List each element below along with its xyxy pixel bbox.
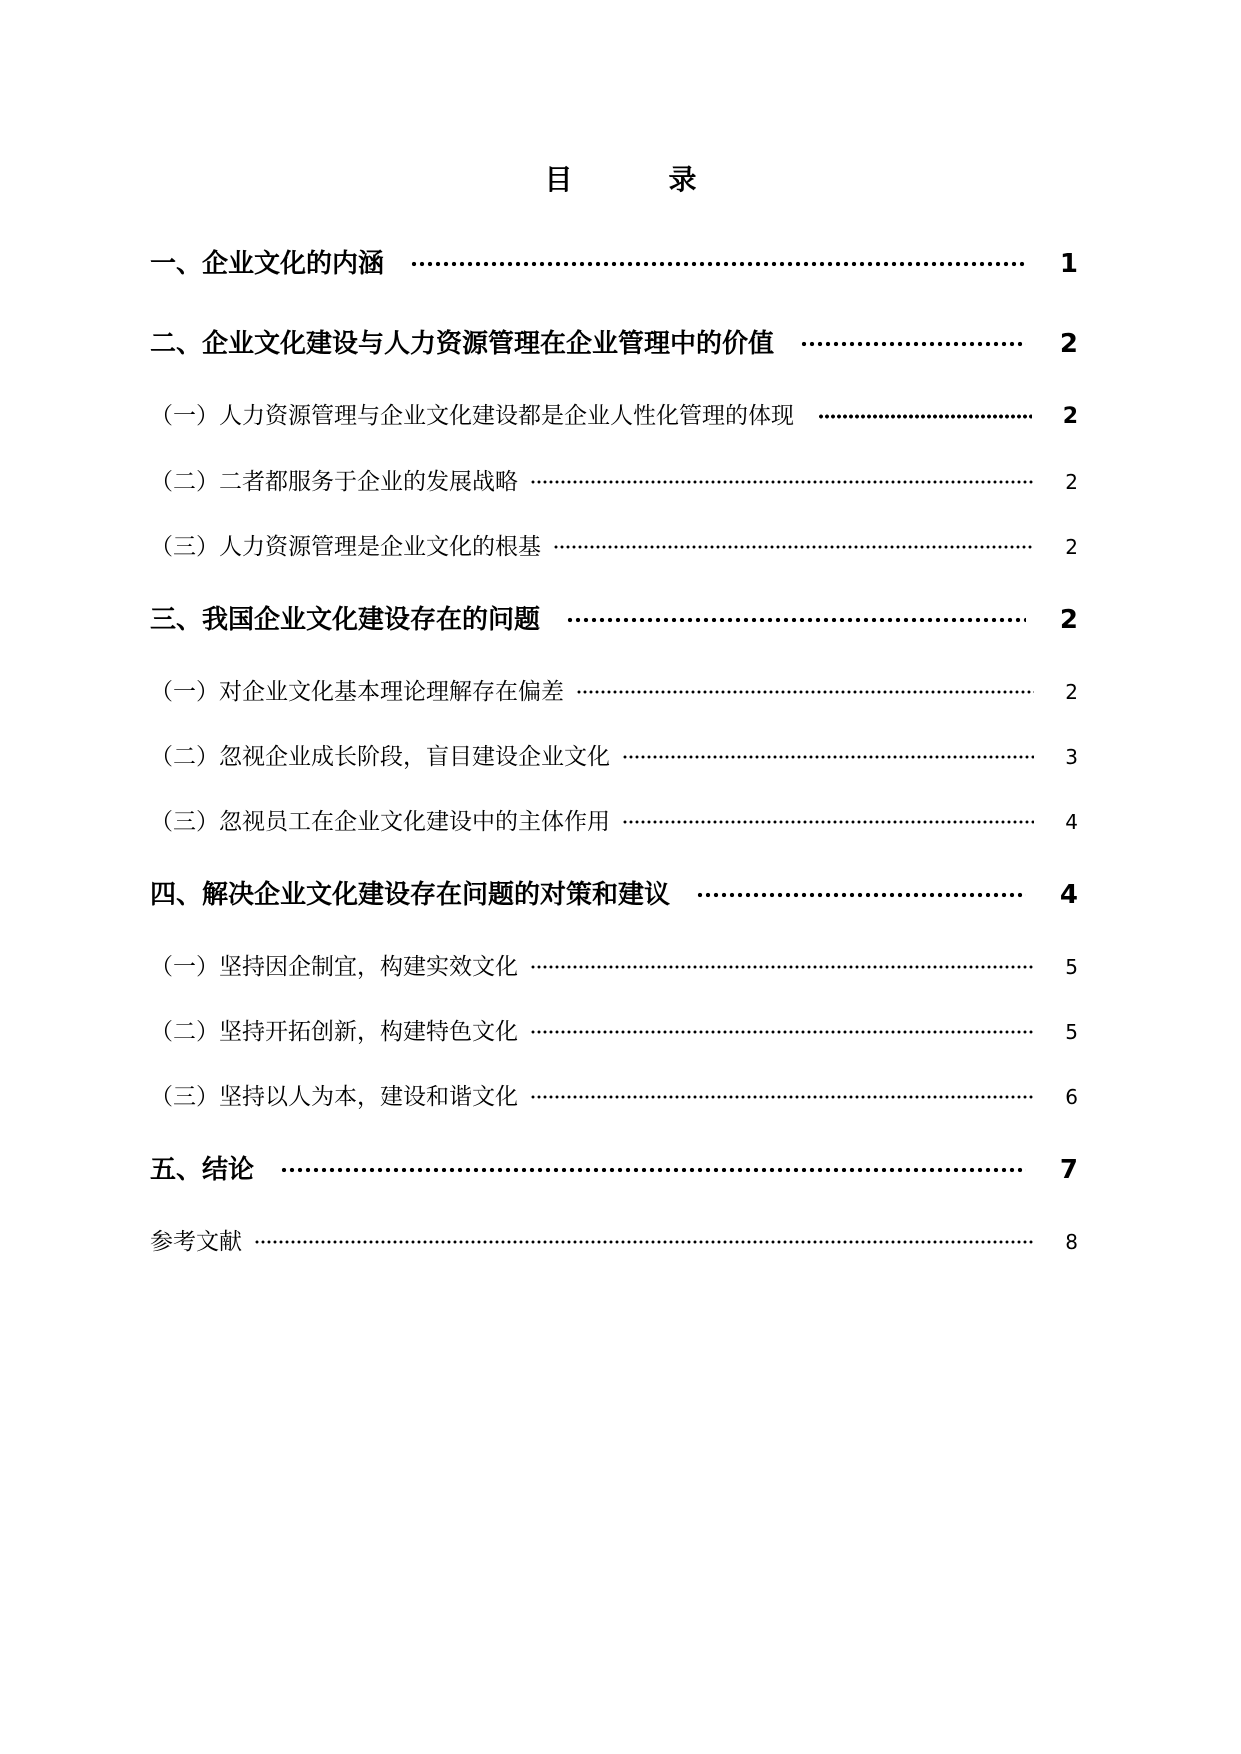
- toc-entry-label: （三）坚持以人为本，建设和谐文化: [150, 1084, 518, 1110]
- toc-entry-section-3[interactable]: [150, 602, 1078, 638]
- dot-leader: [696, 892, 1026, 898]
- toc-entry-page: 1: [1059, 249, 1078, 279]
- toc-entry-section-2-2[interactable]: [150, 466, 1078, 498]
- toc-entry-page: 7: [1059, 1155, 1078, 1185]
- toc-entry-label: 四、解决企业文化建设存在问题的对策和建议: [150, 880, 671, 910]
- toc-entry-page: 2: [1065, 535, 1078, 559]
- toc-entry-page: 2: [1065, 470, 1078, 494]
- toc-entry-section-1[interactable]: [150, 246, 1078, 282]
- dot-leader: [576, 690, 1034, 694]
- toc-entry-section-3-2[interactable]: [150, 741, 1078, 773]
- dot-leader: [553, 545, 1034, 549]
- dot-leader: [254, 1240, 1034, 1244]
- toc-entry-section-2[interactable]: [150, 326, 1078, 362]
- dot-leader: [622, 755, 1034, 759]
- toc-entry-label: （二）二者都服务于企业的发展战略: [150, 469, 518, 495]
- toc-entry-page: 4: [1065, 810, 1078, 834]
- toc-entry-page: 2: [1062, 404, 1078, 429]
- dot-leader: [530, 480, 1034, 484]
- toc-entry-references[interactable]: [150, 1226, 1078, 1258]
- dot-leader: [410, 261, 1026, 267]
- toc-entry-label: 五、结论: [150, 1155, 255, 1185]
- toc-entry-page: 2: [1059, 329, 1078, 359]
- toc-entry-label: 三、我国企业文化建设存在的问题: [150, 605, 541, 635]
- toc-entry-section-3-1[interactable]: [150, 676, 1078, 708]
- dot-leader: [280, 1167, 1026, 1173]
- dot-leader: [530, 1095, 1034, 1099]
- toc-entry-label: 二、企业文化建设与人力资源管理在企业管理中的价值: [150, 329, 775, 359]
- toc-entry-section-4-2[interactable]: [150, 1016, 1078, 1048]
- dot-leader: [530, 1030, 1034, 1034]
- toc-entry-page: 5: [1065, 955, 1078, 979]
- toc-entry-section-2-3[interactable]: [150, 531, 1078, 563]
- toc-entry-label: 一、企业文化的内涵: [150, 249, 385, 279]
- toc-entry-page: 3: [1065, 745, 1078, 769]
- toc-entry-label: （三）人力资源管理是企业文化的根基: [150, 534, 541, 560]
- toc-entry-label: （一）对企业文化基本理论理解存在偏差: [150, 679, 564, 705]
- dot-leader: [818, 414, 1032, 419]
- toc-entry-section-3-3[interactable]: [150, 806, 1078, 838]
- toc-entry-section-4-1[interactable]: [150, 951, 1078, 983]
- toc-entry-label: 参考文献: [150, 1229, 242, 1255]
- toc-entry-page: 8: [1065, 1230, 1078, 1254]
- toc-entry-section-4-3[interactable]: [150, 1081, 1078, 1113]
- toc-entry-section-2-1[interactable]: [150, 400, 1078, 432]
- toc-entry-label: （二）忽视企业成长阶段，盲目建设企业文化: [150, 744, 610, 770]
- toc-entry-page: 6: [1065, 1085, 1078, 1109]
- toc-entry-section-4[interactable]: [150, 877, 1078, 913]
- toc-entry-label: （一）人力资源管理与企业文化建设都是企业人性化管理的体现: [150, 403, 794, 429]
- toc-entry-page: 2: [1059, 605, 1078, 635]
- toc-entry-label: （一）坚持因企制宜，构建实效文化: [150, 954, 518, 980]
- toc-entry-label: （二）坚持开拓创新，构建特色文化: [150, 1019, 518, 1045]
- dot-leader: [530, 965, 1034, 969]
- toc-entry-section-5[interactable]: [150, 1152, 1078, 1188]
- toc-entry-page: 2: [1065, 680, 1078, 704]
- dot-leader: [622, 820, 1034, 824]
- toc-entry-page: 5: [1065, 1020, 1078, 1044]
- toc-entry-label: （三）忽视员工在企业文化建设中的主体作用: [150, 809, 610, 835]
- toc-title: 目 录: [544, 163, 731, 196]
- toc-entry-page: 4: [1059, 880, 1078, 910]
- dot-leader: [800, 341, 1026, 347]
- dot-leader: [566, 617, 1026, 623]
